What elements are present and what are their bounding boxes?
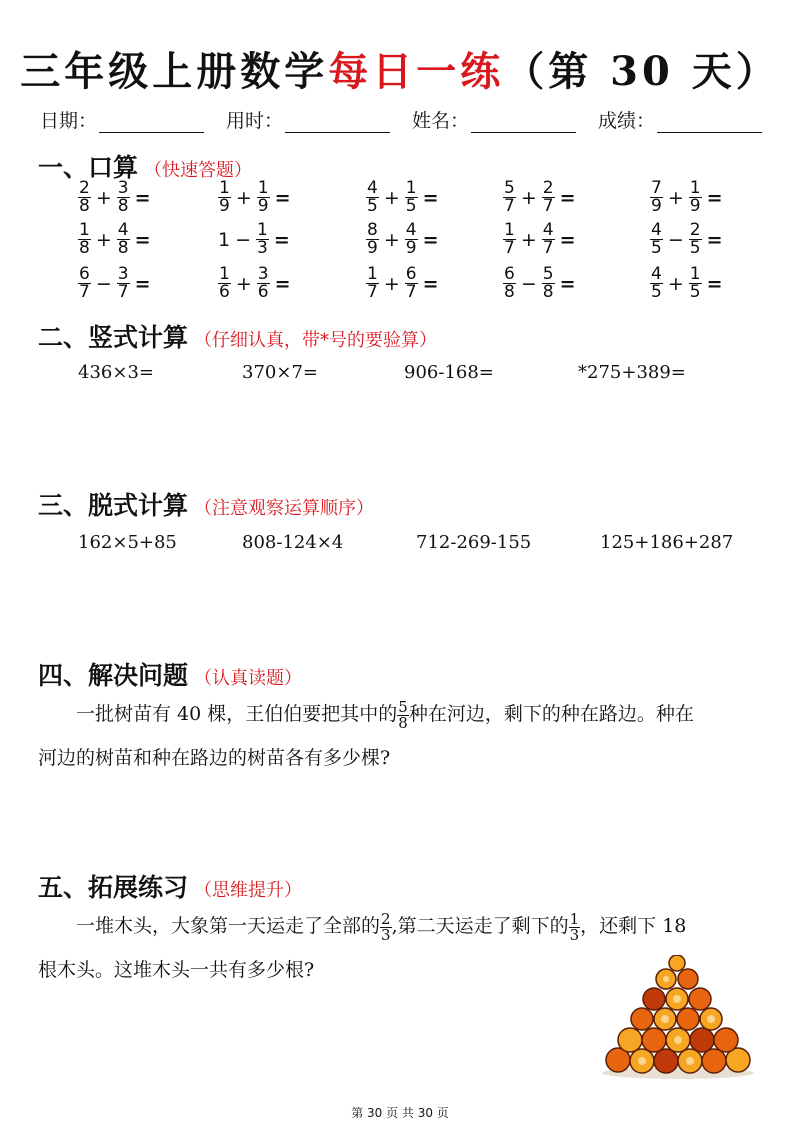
title-red: 每日一练 — [328, 48, 505, 95]
section-2-heading: 二、竖式计算 （仔细认真，带*号的要验算） — [38, 323, 438, 352]
equals-sign: = — [274, 272, 291, 295]
fraction: $\frac{2}{8}$ — [79, 178, 90, 216]
wood-pile-icon — [598, 955, 758, 1080]
fraction: $\frac{1}{3}$ — [257, 220, 268, 258]
vertical-problem: 436×3= — [78, 362, 154, 383]
oral-expression — [78, 180, 151, 215]
fraction: $\frac{1}{9}$ — [689, 178, 701, 216]
operator: + — [383, 186, 400, 209]
fraction: $\frac{1}{7}$ — [367, 264, 378, 302]
fraction: $\frac{2}{7}$ — [542, 178, 554, 216]
date-field[interactable]: 日期： — [40, 106, 204, 133]
fraction: $\frac{1}{7}$ — [504, 220, 515, 258]
operator: − — [235, 228, 252, 251]
fraction: $\frac{4}{5}$ — [651, 220, 662, 258]
equals-sign: = — [273, 228, 290, 251]
stepwise-problem: 712-269-155 — [416, 532, 532, 553]
operator: − — [95, 272, 112, 295]
problem-4-text: 一批树苗有 40 棵，王伯伯要把其中的 $\frac{5}{8}$ 种在河边，剩下的种在路边。种在 河边的树苗和种在路边的树苗各有多少棵? — [38, 697, 694, 769]
equals-sign: = — [134, 186, 151, 209]
operator: + — [383, 228, 400, 251]
fraction: $\frac{8}{9}$ — [367, 220, 378, 258]
section-5-heading: 五、拓展练习 （思维提升） — [38, 873, 303, 902]
vertical-problem: 906-168= — [404, 362, 494, 383]
fraction: $\frac{6}{7}$ — [79, 264, 90, 302]
operator: − — [667, 228, 684, 251]
fraction: $\frac{2}{5}$ — [689, 220, 701, 258]
stepwise-problem: 808-124×4 — [242, 532, 344, 553]
fraction: $\frac{6}{8}$ — [504, 264, 515, 302]
equals-sign: = — [706, 186, 723, 209]
page-footer: 第 30 页 共 30 页 — [351, 1106, 449, 1120]
section-1-heading: 一、口算 （快速答题） — [38, 153, 253, 182]
fraction: $\frac{4}{9}$ — [405, 220, 417, 258]
time-field[interactable]: 用时： — [226, 106, 390, 133]
section-4-heading: 四、解决问题 （认真读题） — [38, 661, 303, 690]
oral-expression — [503, 222, 576, 257]
oral-expression — [78, 222, 151, 257]
info-row — [40, 106, 780, 133]
oral-expression — [366, 180, 439, 215]
oral-expression — [218, 222, 290, 257]
equals-sign: = — [422, 186, 439, 209]
score-field[interactable]: 成绩： — [598, 106, 762, 133]
operator: + — [520, 228, 537, 251]
equals-sign: = — [134, 228, 151, 251]
equals-sign: = — [706, 228, 723, 251]
fraction: $\frac{1}{9}$ — [219, 178, 230, 216]
operator: + — [383, 272, 400, 295]
oral-expression — [650, 266, 723, 301]
fraction: $\frac{3}{6}$ — [257, 264, 269, 302]
oral-expression — [366, 222, 439, 257]
equals-sign: = — [559, 228, 576, 251]
vertical-problem: *275+389= — [578, 362, 686, 383]
fraction: $\frac{4}{7}$ — [542, 220, 554, 258]
equals-sign: = — [274, 186, 291, 209]
problem-5-text: 一堆木头，大象第一天运走了全部的 $\frac{2}{3}$ ,第二天运走了剩下的 $\frac{1}{3}$ ，还剩下 18 根木头。这堆木头一共有多少根? — [38, 909, 687, 981]
oral-expression — [218, 180, 291, 215]
stepwise-problem: 125+186+287 — [600, 532, 734, 553]
stepwise-problem: 162×5+85 — [78, 532, 177, 553]
whole-number: 1 — [218, 228, 231, 251]
equals-sign: = — [559, 186, 576, 209]
operator: + — [235, 272, 252, 295]
fraction: $\frac{4}{5}$ — [367, 178, 378, 216]
oral-expression — [650, 222, 723, 257]
fraction: $\frac{3}{7}$ — [117, 264, 129, 302]
operator: − — [520, 272, 537, 295]
operator: + — [667, 272, 684, 295]
operator: + — [235, 186, 252, 209]
page-title — [0, 40, 800, 97]
equals-sign: = — [706, 272, 723, 295]
equals-sign: = — [134, 272, 151, 295]
oral-expression — [366, 266, 439, 301]
equals-sign: = — [422, 228, 439, 251]
fraction: $\frac{4}{8}$ — [117, 220, 129, 258]
oral-expression — [218, 266, 291, 301]
equals-sign: = — [422, 272, 439, 295]
operator: + — [667, 186, 684, 209]
fraction: $\frac{1}{8}$ — [79, 220, 90, 258]
operator: + — [520, 186, 537, 209]
oral-expression — [503, 266, 576, 301]
fraction: $\frac{7}{9}$ — [651, 178, 662, 216]
fraction: $\frac{5}{7}$ — [504, 178, 515, 216]
fraction: $\frac{1}{5}$ — [405, 178, 417, 216]
title-black: 三年级上册数学 — [20, 48, 329, 95]
fraction: $\frac{4}{5}$ — [651, 264, 662, 302]
fraction: $\frac{2}{3}$ — [381, 909, 391, 944]
name-field[interactable]: 姓名： — [412, 106, 576, 133]
oral-expression — [78, 266, 151, 301]
operator: + — [95, 228, 112, 251]
fraction: $\frac{3}{8}$ — [117, 178, 129, 216]
vertical-problem: 370×7= — [242, 362, 318, 383]
fraction: $\frac{5}{8}$ — [398, 697, 408, 732]
fraction: $\frac{5}{8}$ — [542, 264, 554, 302]
section-3-heading: 三、脱式计算 （注意观察运算顺序） — [38, 491, 375, 520]
fraction: $\frac{1}{5}$ — [689, 264, 701, 302]
fraction: $\frac{1}{9}$ — [257, 178, 269, 216]
fraction: $\frac{6}{7}$ — [405, 264, 417, 302]
fraction: $\frac{1}{6}$ — [219, 264, 230, 302]
title-suffix: （第 30 天） — [504, 48, 780, 95]
equals-sign: = — [559, 272, 576, 295]
oral-expression — [503, 180, 576, 215]
fraction: $\frac{1}{3}$ — [569, 909, 580, 944]
operator: + — [95, 186, 112, 209]
oral-expression — [650, 180, 723, 215]
